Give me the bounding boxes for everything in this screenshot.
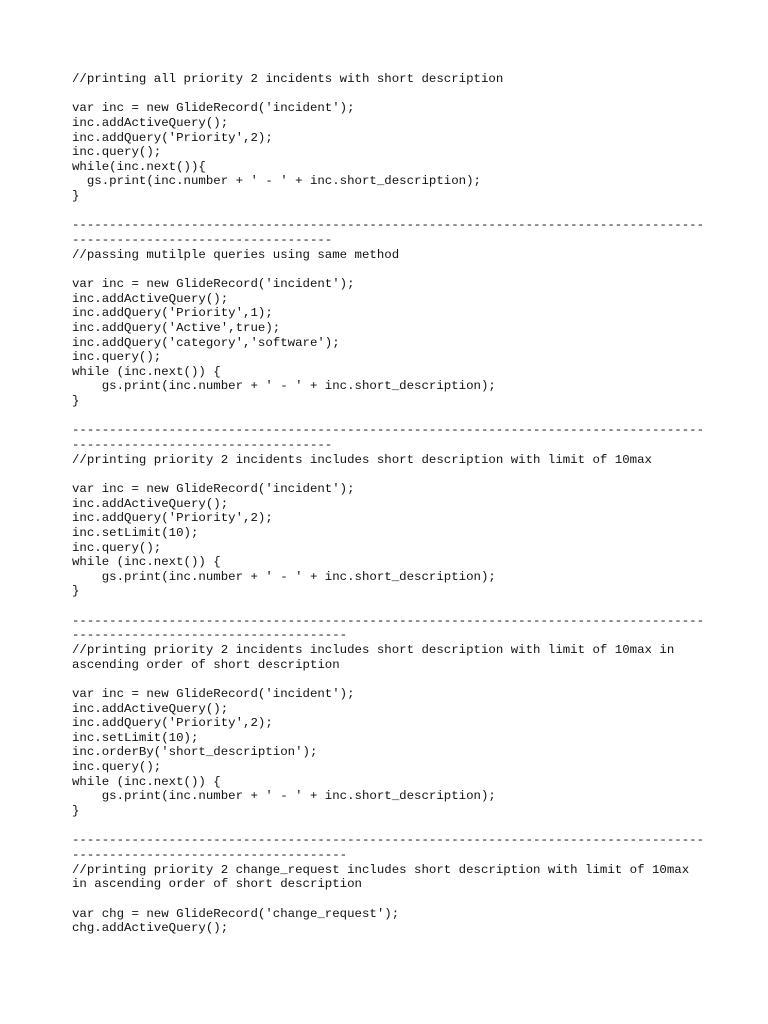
code-line: var chg = new GlideRecord('change_request'); bbox=[72, 906, 400, 921]
code-line: while(inc.next()){ bbox=[72, 159, 206, 174]
blank-line bbox=[72, 599, 732, 614]
separator-line: ----------------------------------- bbox=[72, 233, 333, 248]
code-line: gs.print(inc.number + ' - ' + inc.short_description); bbox=[72, 569, 496, 584]
code-line: inc.addActiveQuery(); bbox=[72, 115, 229, 130]
comment-line: //printing all priority 2 incidents with short description bbox=[72, 72, 504, 86]
code-line: inc.addActiveQuery(); bbox=[72, 291, 229, 306]
comment-line: //printing priority 2 incidents includes short description with limit of 10max bbox=[72, 452, 652, 467]
code-line: inc.setLimit(10); bbox=[72, 525, 199, 540]
code-line: inc.query(); bbox=[72, 540, 162, 555]
code-line: inc.query(); bbox=[72, 145, 162, 160]
blank-line bbox=[72, 467, 732, 482]
separator-line: ------------------------------------- bbox=[72, 628, 348, 643]
comment-line: //passing mutilple queries using same method bbox=[72, 247, 400, 262]
separator-line: ------------------------------------------------------------------------------------- bbox=[72, 833, 705, 848]
comment-line: ascending order of short description bbox=[72, 657, 340, 672]
code-line: inc.addQuery('Priority',2); bbox=[72, 716, 273, 731]
code-line: var inc = new GlideRecord('incident'); bbox=[72, 101, 355, 116]
code-line: var inc = new GlideRecord('incident'); bbox=[72, 276, 355, 291]
code-line: inc.addQuery('Active',true); bbox=[72, 320, 281, 335]
code-line: } bbox=[72, 804, 80, 819]
blank-line bbox=[72, 672, 732, 687]
blank-line bbox=[72, 204, 732, 219]
code-line: inc.query(); bbox=[72, 760, 162, 775]
blank-line bbox=[72, 409, 732, 424]
code-line: inc.addQuery('Priority',2); bbox=[72, 511, 273, 526]
code-line: inc.orderBy('short_description'); bbox=[72, 745, 318, 760]
separator-line: ------------------------------------- bbox=[72, 847, 348, 862]
code-line: while (inc.next()) { bbox=[72, 555, 221, 570]
blank-line bbox=[72, 262, 732, 277]
code-line: gs.print(inc.number + ' - ' + inc.short_description); bbox=[72, 174, 481, 189]
separator-line: ----------------------------------- bbox=[72, 438, 333, 453]
code-line: inc.query(); bbox=[72, 350, 162, 365]
code-line: var inc = new GlideRecord('incident'); bbox=[72, 686, 355, 701]
separator-line: ------------------------------------------------------------------------------------- bbox=[72, 423, 705, 438]
blank-line bbox=[72, 819, 732, 834]
code-line: var inc = new GlideRecord('incident'); bbox=[72, 481, 355, 496]
comment-line: //printing priority 2 incidents includes short description with limit of 10max in bbox=[72, 642, 675, 657]
separator-line: ------------------------------------------------------------------------------------- bbox=[72, 613, 705, 628]
code-line: chg.addActiveQuery(); bbox=[72, 921, 229, 936]
code-document bbox=[72, 72, 732, 936]
separator-line: ------------------------------------------------------------------------------------- bbox=[72, 218, 705, 233]
comment-line: //printing priority 2 change_request includes short description with limit of 10max bbox=[72, 862, 690, 877]
code-line: inc.addQuery('Priority',1); bbox=[72, 306, 273, 321]
code-line: } bbox=[72, 394, 80, 409]
code-line: } bbox=[72, 189, 80, 204]
code-line: inc.addQuery('category','software'); bbox=[72, 335, 340, 350]
code-line: inc.setLimit(10); bbox=[72, 730, 199, 745]
code-line: gs.print(inc.number + ' - ' + inc.short_description); bbox=[72, 379, 496, 394]
code-line: inc.addActiveQuery(); bbox=[72, 701, 229, 716]
blank-line bbox=[72, 87, 732, 102]
code-line: while (inc.next()) { bbox=[72, 364, 221, 379]
code-line: inc.addActiveQuery(); bbox=[72, 496, 229, 511]
blank-line bbox=[72, 892, 732, 907]
comment-line: in ascending order of short description bbox=[72, 877, 362, 892]
code-line: gs.print(inc.number + ' - ' + inc.short_description); bbox=[72, 789, 496, 804]
code-line: inc.addQuery('Priority',2); bbox=[72, 130, 273, 145]
code-line: while (inc.next()) { bbox=[72, 774, 221, 789]
code-line: } bbox=[72, 584, 80, 599]
